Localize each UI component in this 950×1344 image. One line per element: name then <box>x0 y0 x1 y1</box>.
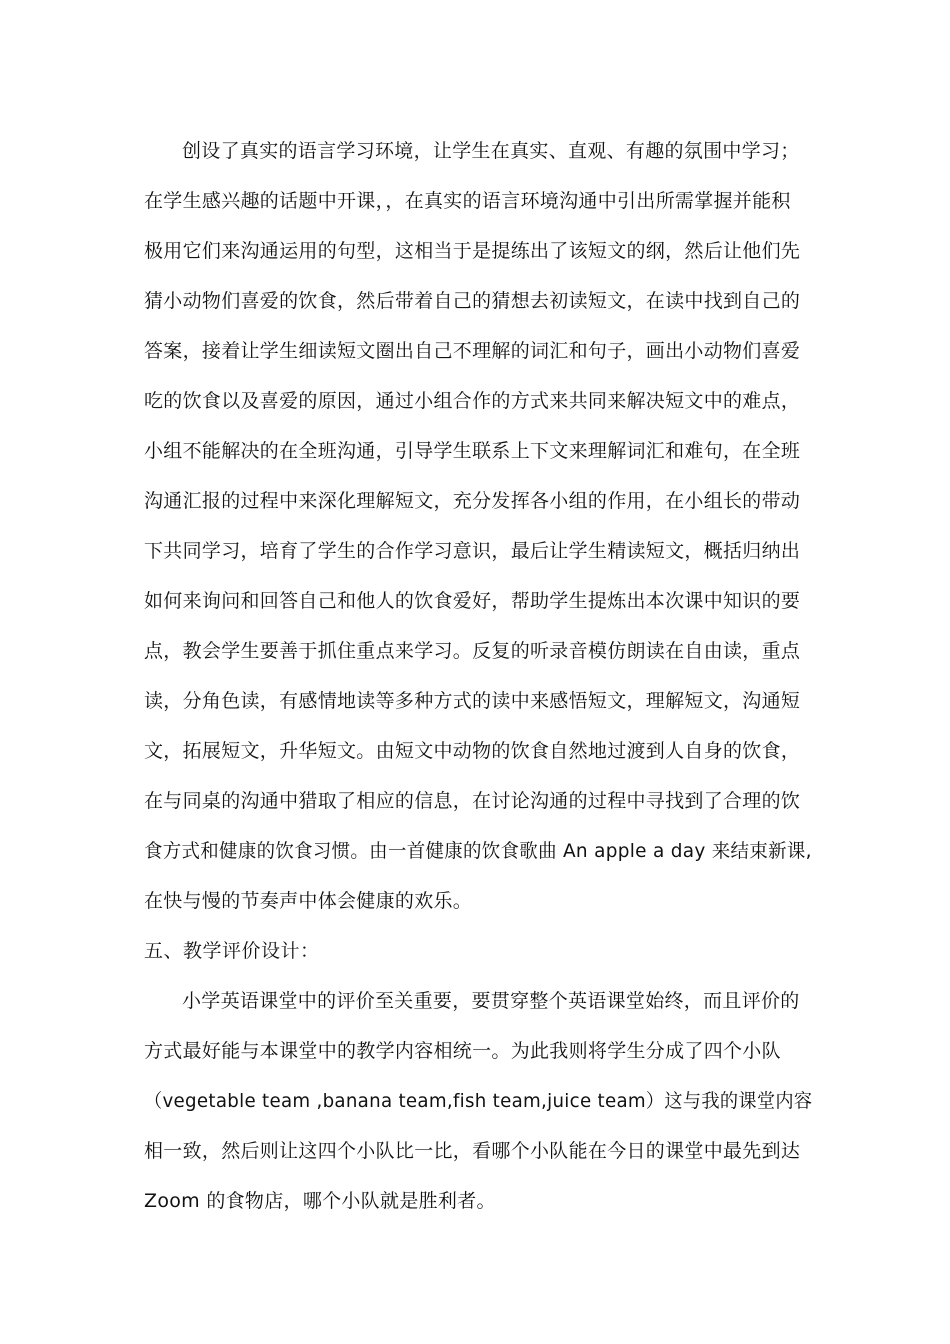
paragraph-line: 吃的饮食以及喜爱的原因，通过小组合作的方式来共同来解决短文中的难点， <box>144 390 801 412</box>
paragraph-line: 沟通汇报的过程中来深化理解短文，充分发挥各小组的作用，在小组长的带动 <box>144 490 801 512</box>
paragraph-line: 创设了真实的语言学习环境，让学生在真实、直观、有趣的氛围中学习； <box>182 140 800 162</box>
paragraph-line: 小学英语课堂中的评价至关重要，要贯穿整个英语课堂始终，而且评价的 <box>182 990 800 1012</box>
paragraph-line: 在与同桌的沟通中猎取了相应的信息，在讨论沟通的过程中寻找到了合理的饮 <box>144 790 801 812</box>
paragraph-line: 下共同学习，培育了学生的合作学习意识，最后让学生精读短文，概括归纳出 <box>144 540 801 562</box>
paragraph-line: 在学生感兴趣的话题中开课，，在真实的语言环境沟通中引出所需掌握并能积 <box>144 190 791 212</box>
paragraph-line: 答案，接着让学生细读短文圈出自己不理解的词汇和句子，画出小动物们喜爱 <box>144 340 801 362</box>
paragraph-line: 读，分角色读，有感情地读等多种方式的读中来感悟短文，理解短文，沟通短 <box>144 690 801 712</box>
paragraph-line: 文，拓展短文，升华短文。由短文中动物的饮食自然地过渡到人自身的饮食， <box>144 740 801 762</box>
paragraph-line: 点，教会学生要善于抓住重点来学习。反复的听录音模仿朗读在自由读，重点 <box>144 640 801 662</box>
paragraph-line: 相一致，然后则让这四个小队比一比，看哪个小队能在今日的课堂中最先到达 <box>144 1140 801 1162</box>
paragraph-line: 在快与慢的节奏声中体会健康的欢乐。 <box>144 890 473 912</box>
paragraph-line: （vegetable team ,banana team,fish team,juice team）这与我的课堂内容 <box>144 1090 813 1112</box>
paragraph-line: 如何来询问和回答自己和他人的饮食爱好，帮助学生提炼出本次课中知识的要 <box>144 590 801 612</box>
paragraph-line: Zoom 的食物店，哪个小队就是胜利者。 <box>144 1190 496 1212</box>
paragraph-line: 食方式和健康的饮食习惯。由一首健康的饮食歌曲 An apple a day 来结束新课, <box>144 840 812 862</box>
paragraph-line: 猜小动物们喜爱的饮食，然后带着自己的猜想去初读短文，在读中找到自己的 <box>144 290 801 312</box>
paragraph-line: 小组不能解决的在全班沟通，引导学生联系上下文来理解词汇和难句，在全班 <box>144 440 801 462</box>
paragraph-line: 方式最好能与本课堂中的教学内容相统一。为此我则将学生分成了四个小队 <box>144 1040 781 1062</box>
section-heading: 五、教学评价设计： <box>144 940 320 962</box>
paragraph-line: 极用它们来沟通运用的句型，这相当于是提练出了该短文的纲，然后让他们先 <box>144 240 801 262</box>
